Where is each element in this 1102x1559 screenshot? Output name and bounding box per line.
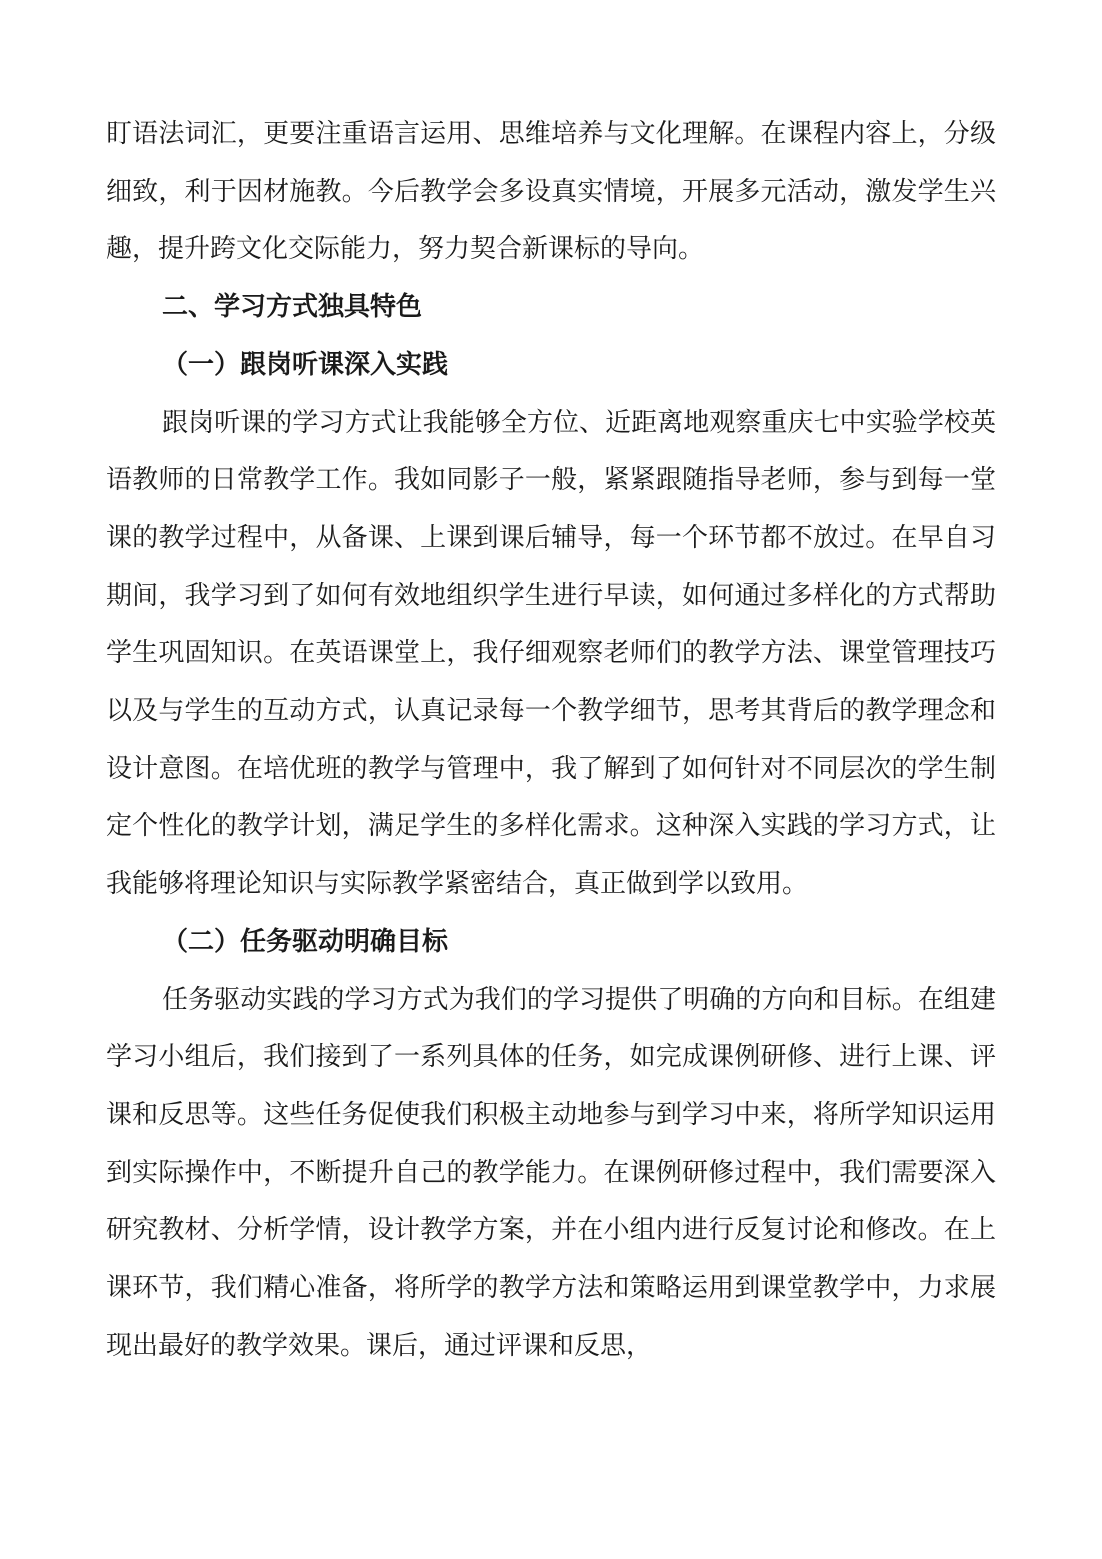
subsection-heading-2: （二）任务驱动明确目标 [162,926,449,957]
section-heading: 二、学习方式独具特色 [162,292,423,323]
document-body [106,106,996,1375]
continuation-paragraph: 盯语法词汇，更要注重语言运用、思维培养与文化理解。在课程内容上，分级细致，利于因材施教。今后教学会多设真实情境，开展多元活动，激发学生兴趣，提升跨文化交际能力，努力契合新课标的导向。 [106,119,996,265]
subsection-paragraph-1: 跟岗听课的学习方式让我能够全方位、近距离地观察重庆七中实验学校英语教师的日常教学工作。我如同影子一般，紧紧跟随指导老师，参与到每一堂课的教学过程中，从备课、上课到课后辅导，每一个环节都不放过。在早自习期间，我学习到了如何有效地组织学生进行早读，如何通过多样化的方式帮助学生巩固知识。在英语课堂上，我仔细观察老师们的教学方法、课堂管理技巧以及与学生的互动方式，认真记录每一个教学细节，思考其背后的教学理念和设计意图。在培优班的教学与管理中，我了解到了如何针对不同层次的学生制定个性化的教学计划，满足学生的多样化需求。这种深入实践的学习方式，让我能够将理论知识与实际教学紧密结合，真正做到学以致用。 [106,407,996,900]
subsection-paragraph-2: 任务驱动实践的学习方式为我们的学习提供了明确的方向和目标。在组建学习小组后，我们接到了一系列具体的任务，如完成课例研修、进行上课、评课和反思等。这些任务促使我们积极主动地参与到学习中来，将所学知识运用到实际操作中，不断提升自己的教学能力。在课例研修过程中，我们需要深入研究教材、分析学情，设计教学方案，并在小组内进行反复讨论和修改。在上课环节，我们精心准备，将所学的教学方法和策略运用到课堂教学中，力求展现出最好的教学效果。课后，通过评课和反思， [106,984,996,1361]
subsection-heading-1: （一）跟岗听课深入实践 [162,349,449,380]
